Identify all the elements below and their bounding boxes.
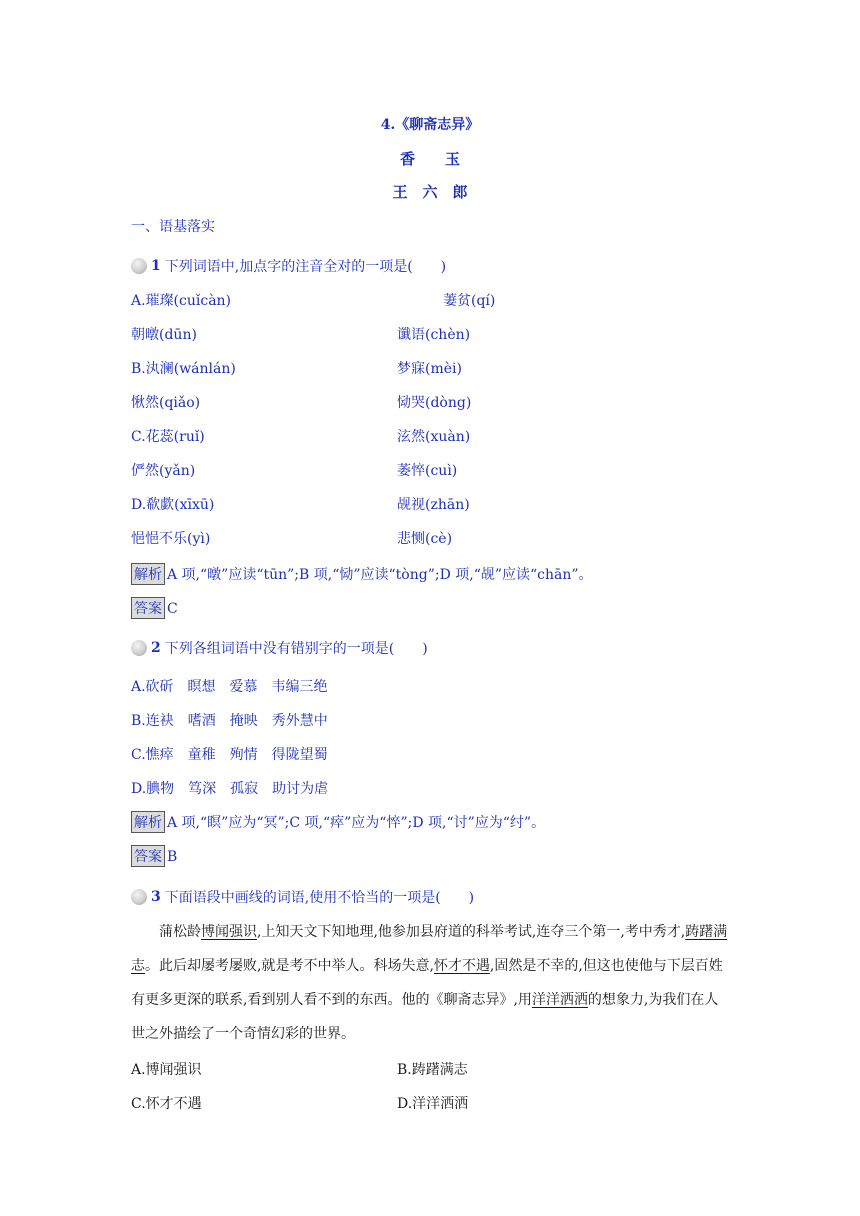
q1-option-cell: 泫然(xuàn)	[397, 429, 471, 445]
answer-tag: 答案	[131, 845, 165, 867]
underlined-phrase: 洋洋洒洒	[531, 992, 588, 1008]
question-bubble-icon	[131, 889, 147, 905]
q2-option-b: B.连袂 嗜酒 掩映 秀外慧中	[131, 713, 328, 729]
q1-option-cell: 谶语(chèn)	[397, 327, 471, 343]
q1-row-6	[131, 460, 458, 480]
q3-options-row-1	[131, 1059, 468, 1079]
q1-option-cell: 梦寐(mèi)	[397, 361, 462, 377]
q3-option: C.怀才不遇	[131, 1096, 202, 1112]
question-number: 2	[151, 640, 161, 656]
q1-option-cell: 萋贫(qí)	[443, 293, 496, 309]
q1-option-cell: 朝暾(dūn)	[131, 327, 197, 343]
story-title-wangliulang: 王 六 郎	[392, 183, 468, 201]
question-1	[131, 256, 446, 276]
underlined-phrase: 踌躇满志	[131, 924, 728, 974]
passage-text: 的想象力,为我们在人世之外描绘了一个奇情幻彩的世界。	[131, 992, 719, 1042]
underlined-phrase: 怀才不遇	[433, 958, 490, 974]
q1-option-cell: 觇视(zhān)	[397, 497, 470, 513]
q1-option-cell: C.花蕊(ruǐ)	[131, 429, 205, 445]
story-title-xiangyu: 香 玉	[399, 150, 460, 168]
q3-option: B.踌躇满志	[397, 1062, 468, 1078]
question-bubble-icon	[131, 258, 147, 274]
q1-row-1	[131, 290, 496, 310]
q1-option-cell: B.汍澜(wánlán)	[131, 361, 236, 377]
q1-row-4	[131, 392, 472, 412]
q1-option-cell: 悒悒不乐(yì)	[131, 531, 211, 547]
q2-option-d: D.腆物 笃深 孤寂 助讨为虐	[131, 781, 329, 797]
analysis-tag: 解析	[131, 811, 165, 833]
q1-option-cell: 俨然(yǎn)	[131, 463, 196, 479]
q3-options-row-2	[131, 1093, 469, 1113]
q2-answer	[131, 845, 177, 867]
q1-row-5	[131, 426, 471, 446]
q2-option-c: C.憔瘁 童稚 殉情 得陇望蜀	[131, 747, 328, 763]
answer-text: B	[167, 849, 178, 865]
q1-option-cell: D.欷歔(xīxū)	[131, 497, 215, 513]
answer-text: C	[167, 601, 178, 617]
question-bubble-icon	[131, 640, 147, 656]
answer-tag: 答案	[131, 597, 165, 619]
q1-option-cell: A.璀璨(cuǐcàn)	[131, 293, 232, 309]
passage-text: ,上知天文下知地理,他参加县府道的科举考试,连夺三个第一,考中秀才,	[257, 924, 686, 940]
question-text: 下列词语中,加点字的注音全对的一项是( )	[164, 259, 447, 275]
lesson-title: 4.《聊斋志异》	[380, 117, 480, 133]
underlined-phrase: 博闻强识	[201, 924, 257, 940]
q1-row-7	[131, 494, 470, 514]
question-number: 3	[151, 889, 161, 905]
question-text: 下列各组词语中没有错别字的一项是( )	[164, 641, 428, 657]
q1-analysis	[131, 563, 593, 585]
q3-option: D.洋洋洒洒	[397, 1096, 469, 1112]
question-number: 1	[151, 258, 161, 274]
analysis-text: A 项,“瞑”应为“冥”;C 项,“瘁”应为“悴”;D 项,“讨”应为“纣”。	[167, 815, 546, 831]
q1-option-cell: 愀然(qiǎo)	[131, 395, 201, 411]
q1-row-3	[131, 358, 462, 378]
q3-option: A.博闻强识	[131, 1062, 202, 1078]
q3-passage	[131, 915, 731, 1051]
q1-row-8	[131, 528, 453, 548]
question-text: 下面语段中画线的词语,使用不恰当的一项是( )	[164, 890, 475, 906]
q1-option-cell: 恸哭(dòng)	[397, 395, 472, 411]
passage-text: 蒲松龄	[159, 924, 201, 940]
q2-option-a: A.砍斫 瞑想 爱慕 韦编三绝	[131, 679, 328, 695]
passage-text: 。此后却屡考屡败,就是考不中举人。科场失意,	[145, 958, 434, 974]
section-heading: 一、语基落实	[131, 219, 215, 235]
q1-answer	[131, 597, 178, 619]
analysis-tag: 解析	[131, 563, 165, 585]
q1-option-cell: 悲恻(cè)	[397, 531, 453, 547]
q2-analysis	[131, 811, 545, 833]
q1-row-2	[131, 324, 471, 344]
passage-text: ,固然是不幸的,但这也使他与下层百姓有更多更深的联系,看到别人看不到的东西。他的《聊斋志异》,用	[131, 958, 723, 1008]
question-3	[131, 887, 474, 907]
question-2	[131, 638, 428, 658]
q1-option-cell: 萎悴(cuì)	[397, 463, 458, 479]
analysis-text: A 项,“暾”应读“tūn”;B 项,“恸”应读“tòng”;D 项,“觇”应读“chān”。	[167, 567, 593, 583]
